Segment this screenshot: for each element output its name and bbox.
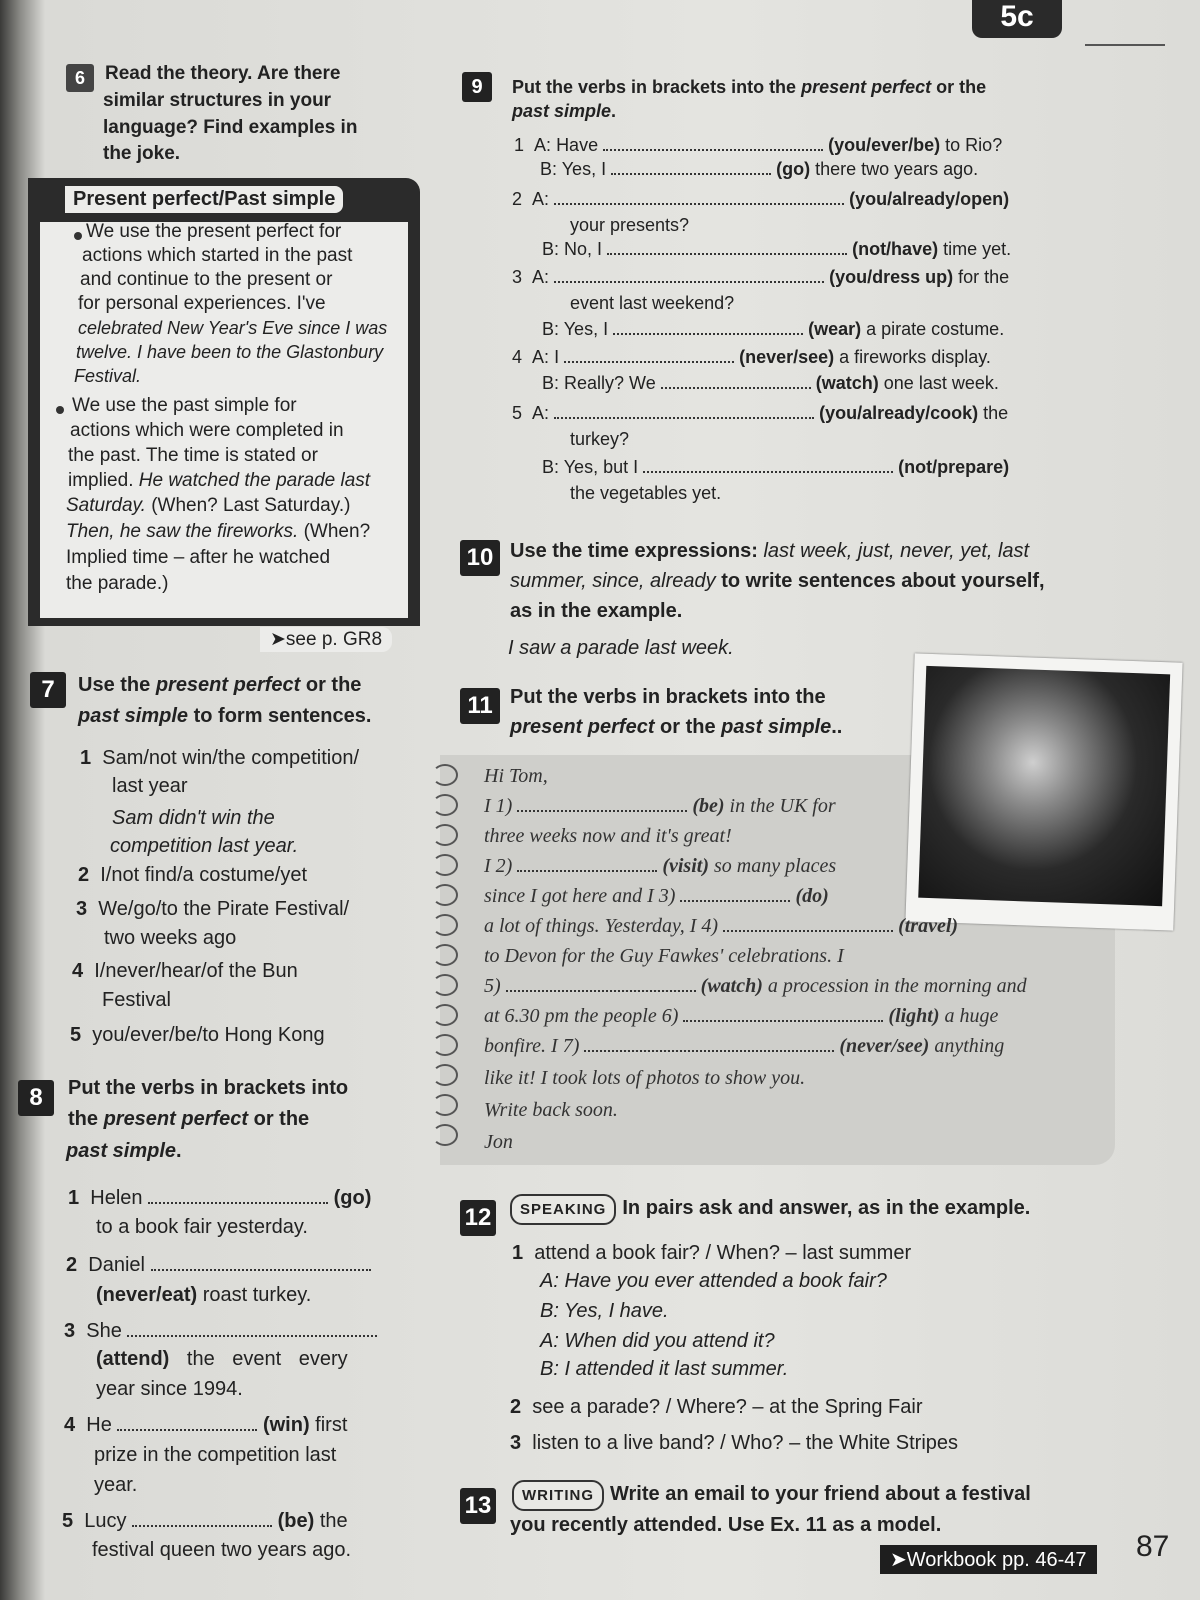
ex8-item [68,1185,371,1212]
theory-text: and continue to the present or [80,269,333,290]
ex8-item: festival queen two years ago. [92,1539,352,1561]
see-grammar-reference[interactable] [260,627,392,652]
ex12-dialogue: B: I attended it last summer. [540,1358,789,1380]
theory-example: He watched the parade last [138,470,371,491]
theory-text-part: (When? [303,521,371,542]
speaker: B: [542,239,560,259]
title-part: or the [300,674,362,696]
item-number: 4 [72,960,84,982]
line-text: I [554,347,560,367]
item-text: you/ever/be/to Hong Kong [92,1024,325,1046]
ex9-number: 9 [462,72,492,102]
theory-text [68,469,370,493]
item-text: I/not find/a costume/yet [100,864,308,886]
title-part: present perfect [510,716,655,738]
item-number: 3 [512,267,523,287]
answer-blank[interactable] [506,976,696,992]
line-text: so many places [708,855,837,877]
answer-blank[interactable] [554,403,814,419]
title-part: or the [654,716,722,738]
ex9-line [542,454,1009,481]
item-text: roast turkey. [197,1284,312,1306]
item-text: Helen [90,1187,143,1209]
blank-number: I 1) [484,795,513,817]
theory-example: celebrated New Year's Eve since I was [78,318,388,338]
ex8-item [64,1318,377,1345]
ex9-line [542,370,999,397]
ex7-item: last year [112,775,188,797]
answer-blank[interactable] [680,886,790,902]
theory-text [66,494,350,518]
verb-cue: (you/already/cook) [819,403,979,423]
answer-blank[interactable] [151,1255,371,1271]
bullet [56,406,64,414]
item-number: 3 [76,898,88,920]
see-grammar-label: see p. GR8 [285,629,383,650]
theory-text [66,520,370,544]
item-number: 2 [510,1396,522,1418]
ex6-number: 6 [66,64,94,92]
ex10-title: as in the example. [510,600,683,622]
ex7-item [70,1022,325,1049]
title-part: to form sentences. [188,705,372,727]
item-text: We/go/to the Pirate Festival/ [98,898,350,920]
item-number: 4 [64,1414,76,1436]
ex7-item: Festival [102,989,171,1011]
verb-cue: (watch) [700,975,763,997]
ex9-line: event last weekend? [570,293,735,313]
email-line [484,912,958,940]
answer-blank[interactable] [517,796,687,812]
answer-blank[interactable] [683,1006,883,1022]
item-text: see a parade? / Where? – at the Spring Fair [532,1396,923,1418]
answer-blank[interactable] [132,1511,272,1527]
item-number: 4 [512,347,523,367]
item-number: 1 [80,747,92,769]
verb-cue: (you/dress up) [829,267,954,287]
theory-example: twelve. I have been to the Glastonbury [76,342,384,362]
line-text: Have [556,135,599,155]
ex6-line: Read the theory. Are there [105,63,341,84]
ex7-item [72,958,298,985]
line-text: in the UK for [724,795,836,817]
line-text: a huge [939,1005,999,1027]
line-text: one last week. [878,373,999,393]
title-part: .. [831,716,843,738]
item-text: Sam/not win/the competition/ [102,747,360,769]
ex7-example: competition last year. [110,835,299,857]
ex10-number: 10 [460,540,500,576]
ex11-number: 11 [460,688,500,724]
theory-text-part: implied. [68,470,134,491]
ex9-line [540,156,978,183]
answer-blank[interactable] [554,189,844,205]
title-part: past simple [512,101,612,121]
speaker: B: [540,159,558,179]
line-text: bonfire. I 7) [484,1035,580,1057]
verb-cue: (attend) [96,1348,170,1370]
ex11-title [510,714,842,741]
verb-cue: (travel) [898,915,959,937]
ex9-title [512,74,986,101]
ex7-item: two weeks ago [104,927,237,949]
ex12-item [510,1394,922,1421]
item-text: first [309,1414,348,1436]
item-number: 1 [68,1187,80,1209]
ex8-item [96,1282,311,1309]
theory-text: actions which were completed in [70,420,344,441]
item-text: I/never/hear/of the Bun [94,960,298,982]
item-number: 2 [78,864,90,886]
ex8-item: year since 1994. [96,1378,243,1400]
theory-example: Saturday. [66,495,146,516]
ex12-dialogue: A: When did you attend it? [540,1330,775,1352]
ex9-line: your presents? [570,215,690,235]
ex8-item [62,1508,348,1535]
page-number: 87 [1136,1530,1170,1563]
title-part: to write sentences about yourself, [715,570,1045,592]
title-part: past simple [78,705,189,727]
ex7-title [78,672,361,699]
ex13-number: 13 [460,1488,496,1524]
line-text: Yes, I [561,159,607,179]
item-number: 3 [64,1320,76,1342]
item-number: 2 [66,1254,78,1276]
ex10-title [510,568,1045,595]
ex6-line: the joke. [103,143,181,164]
arrow-right-icon: ➤ [890,1549,907,1571]
title-part: . [611,101,617,121]
spiral-binding [432,764,458,786]
spiral-binding [432,854,458,876]
ex6-line: similar structures in your [103,90,332,111]
ex7-item [76,896,349,923]
answer-blank[interactable] [611,159,771,175]
line-text: No, I [564,239,603,259]
ex8-title: Put the verbs in brackets into [68,1077,349,1099]
workbook-reference[interactable] [880,1545,1097,1574]
fireworks-photo [905,653,1182,930]
email-greeting: Hi Tom, [484,765,548,787]
email-line: to Devon for the Guy Fawkes' celebrations. I [484,945,844,967]
theory-example: Festival. [74,366,142,386]
ex8-item [64,1412,347,1439]
ex7-example: Sam didn't win the [112,807,275,829]
item-text: He [86,1414,112,1436]
ex12-item [510,1430,958,1457]
line-text: a fireworks display. [834,347,991,367]
ex8-title [66,1138,182,1165]
answer-blank[interactable] [613,319,803,335]
ex6-line: language? Find examples in [103,117,358,138]
email-line: like it! I took lots of photos to show you. [484,1067,806,1089]
line-text: since I got here and I 3) [484,885,676,907]
verb-cue: (wear) [808,319,862,339]
verb-cue: (visit) [662,855,709,877]
answer-blank[interactable] [607,239,847,255]
ex9-line [512,400,1008,427]
item-text: Daniel [88,1254,145,1276]
speaker: B: [542,373,560,393]
speaker: A: [532,403,550,423]
answer-blank[interactable] [661,373,811,389]
item-text: listen to a live band? / Who? – the White Stripes [532,1432,959,1454]
ex7-item [80,745,359,772]
email-line [484,882,829,910]
ex12-number: 12 [460,1200,496,1236]
answer-blank[interactable] [148,1188,328,1204]
spiral-binding [432,824,458,846]
spiral-binding [432,1004,458,1026]
line-text: time yet. [938,239,1012,259]
line-text: for the [953,267,1010,287]
ex12-title [510,1194,1030,1225]
email-line [484,1002,998,1030]
answer-blank[interactable] [564,347,734,363]
theory-text: the parade.) [66,573,169,594]
item-text: She [86,1320,122,1342]
item-number: 3 [510,1432,522,1454]
title-part: In pairs ask and answer, as in the example. [622,1197,1031,1219]
verb-cue: (do) [795,885,829,907]
answer-blank[interactable] [554,267,824,283]
verb-cue: (never/eat) [96,1284,198,1306]
ex13-title [512,1480,1031,1511]
theory-text: We use the past simple for [72,395,297,416]
ex9-line: turkey? [570,429,630,449]
theory-text: actions which started in the past [82,245,353,266]
photo-image [918,666,1170,906]
ex12-dialogue: B: Yes, I have. [540,1300,669,1322]
header-rule [1085,44,1165,46]
theory-title: Present perfect/Past simple [65,186,343,213]
verb-cue: (you/ever/be) [828,135,941,155]
blank-number: 5) [484,975,501,997]
title-part: past simple [66,1140,177,1162]
answer-blank[interactable] [643,457,893,473]
verb-cue: (watch) [815,373,879,393]
section-tag: 5c [972,0,1062,38]
spiral-binding [432,914,458,936]
title-part: or the [931,77,987,97]
answer-blank[interactable] [603,135,823,151]
verb-cue: (not/prepare) [898,457,1010,477]
item-number: 1 [512,1242,524,1264]
email-signature: Jon [484,1131,513,1153]
email-line [484,852,836,880]
time-expressions: last week, just, never, yet, last [763,540,1030,562]
item-number: 1 [514,135,525,155]
ex12-dialogue: A: Have you ever attended a book fair? [540,1270,887,1292]
spiral-binding [432,1124,458,1146]
line-text: to Rio? [940,135,1003,155]
line-text: Yes, I [563,319,609,339]
verb-cue: (go) [776,159,811,179]
item-number: 5 [62,1510,74,1532]
title-part: or the [248,1108,310,1130]
item-text: attend a book fair? / When? – last summer [534,1242,912,1264]
title-part: Use the time expressions: [510,540,764,562]
answer-blank[interactable] [117,1415,257,1431]
spiral-binding [432,1064,458,1086]
email-line [484,1032,1004,1060]
title-part: Write an email to your friend about a festival [610,1483,1031,1505]
line-text: there two years ago. [810,159,979,179]
email-line [484,792,836,820]
ex9-line [542,236,1011,263]
ex8-item: to a book fair yesterday. [96,1216,308,1238]
ex13-title: you recently attended. Use Ex. 11 as a model. [510,1514,942,1536]
line-text: a lot of things. Yesterday, I 4) [484,915,719,937]
workbook-label: Workbook pp. 46-47 [906,1549,1087,1571]
verb-cue: (never/see) [839,1035,930,1057]
writing-label: WRITING [512,1480,604,1511]
theory-text-part: (When? Last Saturday.) [151,495,351,516]
bullet [74,232,82,240]
ex8-item [96,1346,348,1373]
item-text: Lucy [84,1510,127,1532]
title-part: Put the verbs in brackets into the [512,77,802,97]
title-part: the [68,1108,104,1130]
ex9-line [512,344,991,371]
theory-example: Then, he saw the fireworks. [66,521,299,542]
ex8-item [66,1252,371,1279]
item-text: the event every [169,1348,348,1370]
verb-cue: (not/have) [852,239,939,259]
verb-cue: (be) [692,795,725,817]
line-text: Really? We [564,373,656,393]
title-part: past simple [721,716,832,738]
speaker: A: [532,347,550,367]
ex9-line: the vegetables yet. [570,483,722,503]
line-text: a pirate costume. [861,319,1005,339]
speaker: B: [542,319,560,339]
theory-text: the past. The time is stated or [68,445,318,466]
item-text: the [314,1510,348,1532]
line-text: Yes, but I [563,457,639,477]
answer-blank[interactable] [584,1036,834,1052]
spiral-binding [432,884,458,906]
title-part: Use the [78,674,156,696]
line-text: the [978,403,1009,423]
title-part: . [176,1140,182,1162]
ex12-item [512,1240,911,1267]
spiral-binding [432,974,458,996]
verb-cue: (win) [262,1414,310,1436]
ex7-number: 7 [30,672,66,708]
ex8-title [68,1106,309,1133]
ex10-example: I saw a parade last week. [508,637,734,659]
time-expressions: summer, since, already [510,570,716,592]
title-part: present perfect [103,1108,249,1130]
email-line: Write back soon. [484,1099,618,1121]
blank-number: I 2) [484,855,513,877]
verb-cue: (go) [333,1187,372,1209]
spiral-binding [432,794,458,816]
line-text: anything [929,1035,1005,1057]
title-part: present perfect [155,674,301,696]
ex9-line [512,186,1009,213]
line-text: a procession in the morning and [762,975,1027,997]
ex10-title [510,538,1029,565]
theory-text: for personal experiences. I've [78,293,326,314]
ex8-item: year. [94,1474,138,1496]
ex9-line [512,264,1009,291]
verb-cue: (you/already/open) [849,189,1010,209]
speaker: A: [534,135,552,155]
spiral-binding [432,1034,458,1056]
spiral-binding [432,1094,458,1116]
email-line: three weeks now and it's great! [484,825,732,847]
speaker: B: [542,457,560,477]
answer-blank[interactable] [723,916,893,932]
ex11-title: Put the verbs in brackets into the [510,686,826,708]
speaking-label: SPEAKING [510,1194,616,1225]
arrow-right-icon: ➤ [270,629,286,650]
answer-blank[interactable] [517,856,657,872]
ex9-line [542,316,1004,343]
speaker: A: [532,189,550,209]
ex7-item [78,862,307,889]
theory-text: We use the present perfect for [86,221,342,242]
line-text: at 6.30 pm the people 6) [484,1005,679,1027]
ex9-line [514,132,1002,159]
answer-blank[interactable] [127,1321,377,1337]
item-number: 5 [512,403,523,423]
item-number: 2 [512,189,523,209]
ex9-title [512,98,616,125]
item-number: 5 [70,1024,82,1046]
ex7-title [78,703,371,730]
ex8-number: 8 [18,1080,54,1116]
theory-text: Implied time – after he watched [66,547,331,568]
verb-cue: (be) [277,1510,315,1532]
speaker: A: [532,267,550,287]
spiral-binding [432,944,458,966]
verb-cue: (never/see) [739,347,835,367]
ex8-item: prize in the competition last [94,1444,337,1466]
verb-cue: (light) [888,1005,940,1027]
email-line [484,972,1027,1000]
title-part: present perfect [801,77,932,97]
